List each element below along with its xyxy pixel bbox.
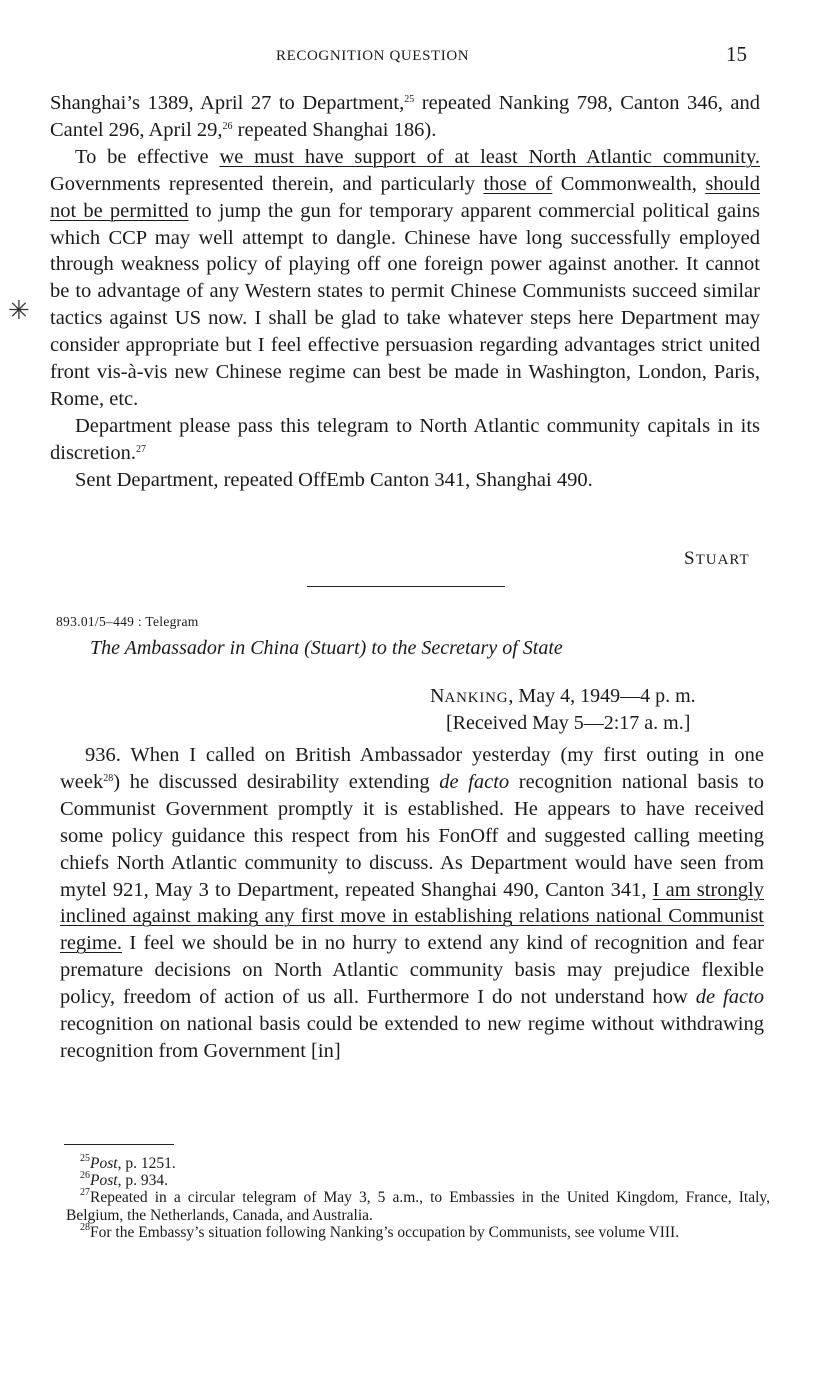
- telegram-1-body: [50, 90, 760, 494]
- footnote-divider: [64, 1144, 174, 1145]
- footnote-ref: 28: [103, 772, 114, 784]
- footnote-28: $^{28}$For the Embassy’s situation following Nanking’s occupation by Communists, see volume VIII.: [80, 1221, 680, 1241]
- continuation-paragraph: Shanghai’s 1389, April 27 to Department,$^{25}$ repeated Nanking 798, Canton 346, and Cantel 296, April 29,26 repeated Shanghai 186).: [50, 92, 760, 141]
- footnote-25: $^{25}$Post, p. 1251.: [80, 1153, 176, 1172]
- paragraph-936: 936. When I called on British Ambassador yesterday (my first outing in one week$^{28}$) he discussed desirability extending de facto recognition national basis to Communist Government promptly it is established. He appears to have received some policy guidance this respect from his FonOff and suggested calling meeting chiefs North Atlantic community to discuss. As Department would have seen from mytel 921, May 3 to Department, repeated Shanghai 490, Canton 341, I am strongly inclined against making any first move in establishing relations national Communist regime. I feel we should be in no hurry to extend any kind of recognition and fear premature decisions on North Atlantic community basis may prejudice flexible policy, freedom of action of us all. Furthermore I do not understand how de facto recognition on national basis could be extended to new regime without withdrawing recognition from Government [in]: [60, 744, 765, 1062]
- footnote-27: $^{27}$Repeated in a circular telegram of May 3, 5 a.m., to Embassies in the United Kingdom, France, Italy, Belgium, the Netherlands, Canada, and Australia.: [66, 1187, 770, 1224]
- margin-asterisk-mark-icon: ✳: [8, 296, 30, 325]
- page-number: 15: [726, 42, 747, 66]
- footnote-ref: 25: [404, 94, 415, 105]
- underlined-text: should not be permitted: [50, 172, 760, 222]
- paragraph-united-front: To be effective we must have support of at least North Atlantic community. Governments represented therein, and particularly those of Commonwealth, should not be permitted to jump the gun for temporary apparent commercial political gains which CCP may well attempt to dangle. Chinese have long successfully employed through weakness policy of playing off one foreign power against another. It cannot be to advantage of any Western states to permit Chinese Communists succeed similar tactics against US now. I shall be glad to take whatever steps here Department may consider appropriate but I feel effective persuasion regarding advantages strict united front vis-à-vis new Chinese regime can best be made in Washington, London, Paris, Rome, etc.: [50, 145, 761, 410]
- file-reference: 893.01/5–449 : Telegram: [56, 614, 199, 629]
- received-line: [Received May 5—2:17 a. m.]: [446, 712, 691, 734]
- paragraph-sent: Sent Department, repeated OffEmb Canton 341, Shanghai 490.: [75, 468, 593, 491]
- section-divider: [307, 586, 505, 587]
- footnotes: [66, 1155, 770, 1241]
- telegram-2-body: [60, 742, 764, 1065]
- footnote-26: $^{26}$Post, p. 934.: [80, 1170, 168, 1190]
- signature-stuart: STUART: [684, 548, 750, 569]
- running-head: RECOGNITION QUESTION: [276, 48, 470, 64]
- footnote-ref: 27: [135, 443, 146, 455]
- paragraph-pass-telegram: Department please pass this telegram to North Atlantic community capitals in its discretion.$^{27}$: [50, 414, 760, 464]
- underlined-text: those of: [483, 172, 553, 195]
- underlined-text: I am strongly inclined against making any first move in establishing relations national Communist regime.: [60, 878, 764, 955]
- document-title: The Ambassador in China (Stuart) to the Secretary of State: [90, 637, 563, 659]
- underlined-text: we must have support of at least North Atlantic community.: [219, 145, 761, 168]
- footnote-ref: 26: [222, 120, 233, 132]
- dateline: NANKING, May 4, 1949—4 p. m.: [430, 685, 696, 707]
